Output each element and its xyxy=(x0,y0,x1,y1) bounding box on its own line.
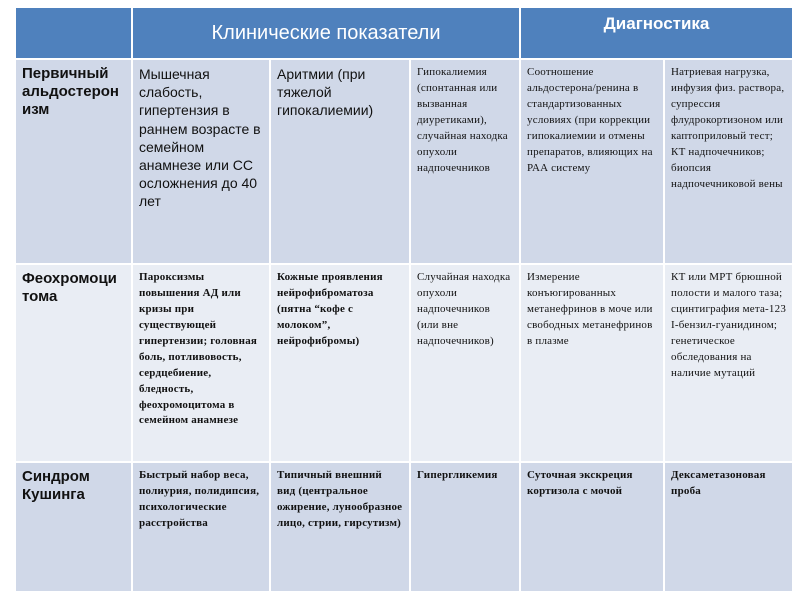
cell-diagnostics-1: Соотношение альдостерона/ренина в стандартизованных условиях (при коррекции гипокалиемии и отмены препаратов, влияющих на РАА систему xyxy=(520,59,664,264)
header-diagnostics: Диагностика xyxy=(520,7,793,59)
row-name: Первичный альдостерон изм xyxy=(15,59,132,264)
clinical-diagnostics-table xyxy=(14,6,794,593)
table-row xyxy=(15,59,793,264)
cell-clinical-3: Случайная находка опухоли надпочечников (или вне надпочечников) xyxy=(410,264,520,462)
cell-clinical-1: Пароксизмы повышения АД или кризы при существующей гипертензии; головная боль, потливовость, сердцебиение, бледность, феохромоцитома в семейном анамнезе xyxy=(132,264,270,462)
cell-clinical-2: Аритмии (при тяжелой гипокалиемии) xyxy=(270,59,410,264)
table-row xyxy=(15,264,793,462)
cell-clinical-2: Кожные проявления нейрофиброматоза (пятна “кофе с молоком”, нейрофибромы) xyxy=(270,264,410,462)
cell-clinical-2: Типичный внешний вид (центральное ожирение, лунообразное лицо, стрии, гирсутизм) xyxy=(270,462,410,592)
cell-diagnostics-1: Суточная экскреция кортизола с мочой xyxy=(520,462,664,592)
cell-clinical-3: Гипергликемия xyxy=(410,462,520,592)
header-clinical: Клинические показатели xyxy=(132,7,520,59)
row-name: Синдром Кушинга xyxy=(15,462,132,592)
cell-diagnostics-2: Натриевая нагрузка, инфузия физ. раствора, супрессия флудрокортизоном или каптоприловый тест; КТ надпочечников; биопсия надпочечниковой вены xyxy=(664,59,793,264)
row-name: Феохромоци тома xyxy=(15,264,132,462)
header-row xyxy=(15,7,793,59)
cell-clinical-3: Гипокалиемия (спонтанная или вызванная диуретиками), случайная находка опухоли надпочечников xyxy=(410,59,520,264)
header-empty-cell xyxy=(15,7,132,59)
cell-clinical-1: Быстрый набор веса, полиурия, полидипсия, психологические расстройства xyxy=(132,462,270,592)
cell-diagnostics-2: КТ или МРТ брюшной полости и малого таза; сцинтиграфия мета-123 I-бензил-гуанидином; генетическое обследования на наличие мутаций xyxy=(664,264,793,462)
cell-diagnostics-1: Измерение конъюгированных метанефринов в моче или свободных метанефринов в плазме xyxy=(520,264,664,462)
cell-clinical-1: Мышечная слабость, гипертензия в раннем возрасте в семейном анамнезе или СС осложнения до 40 лет xyxy=(132,59,270,264)
table-row xyxy=(15,462,793,592)
cell-diagnostics-2: Дексаметазоновая проба xyxy=(664,462,793,592)
